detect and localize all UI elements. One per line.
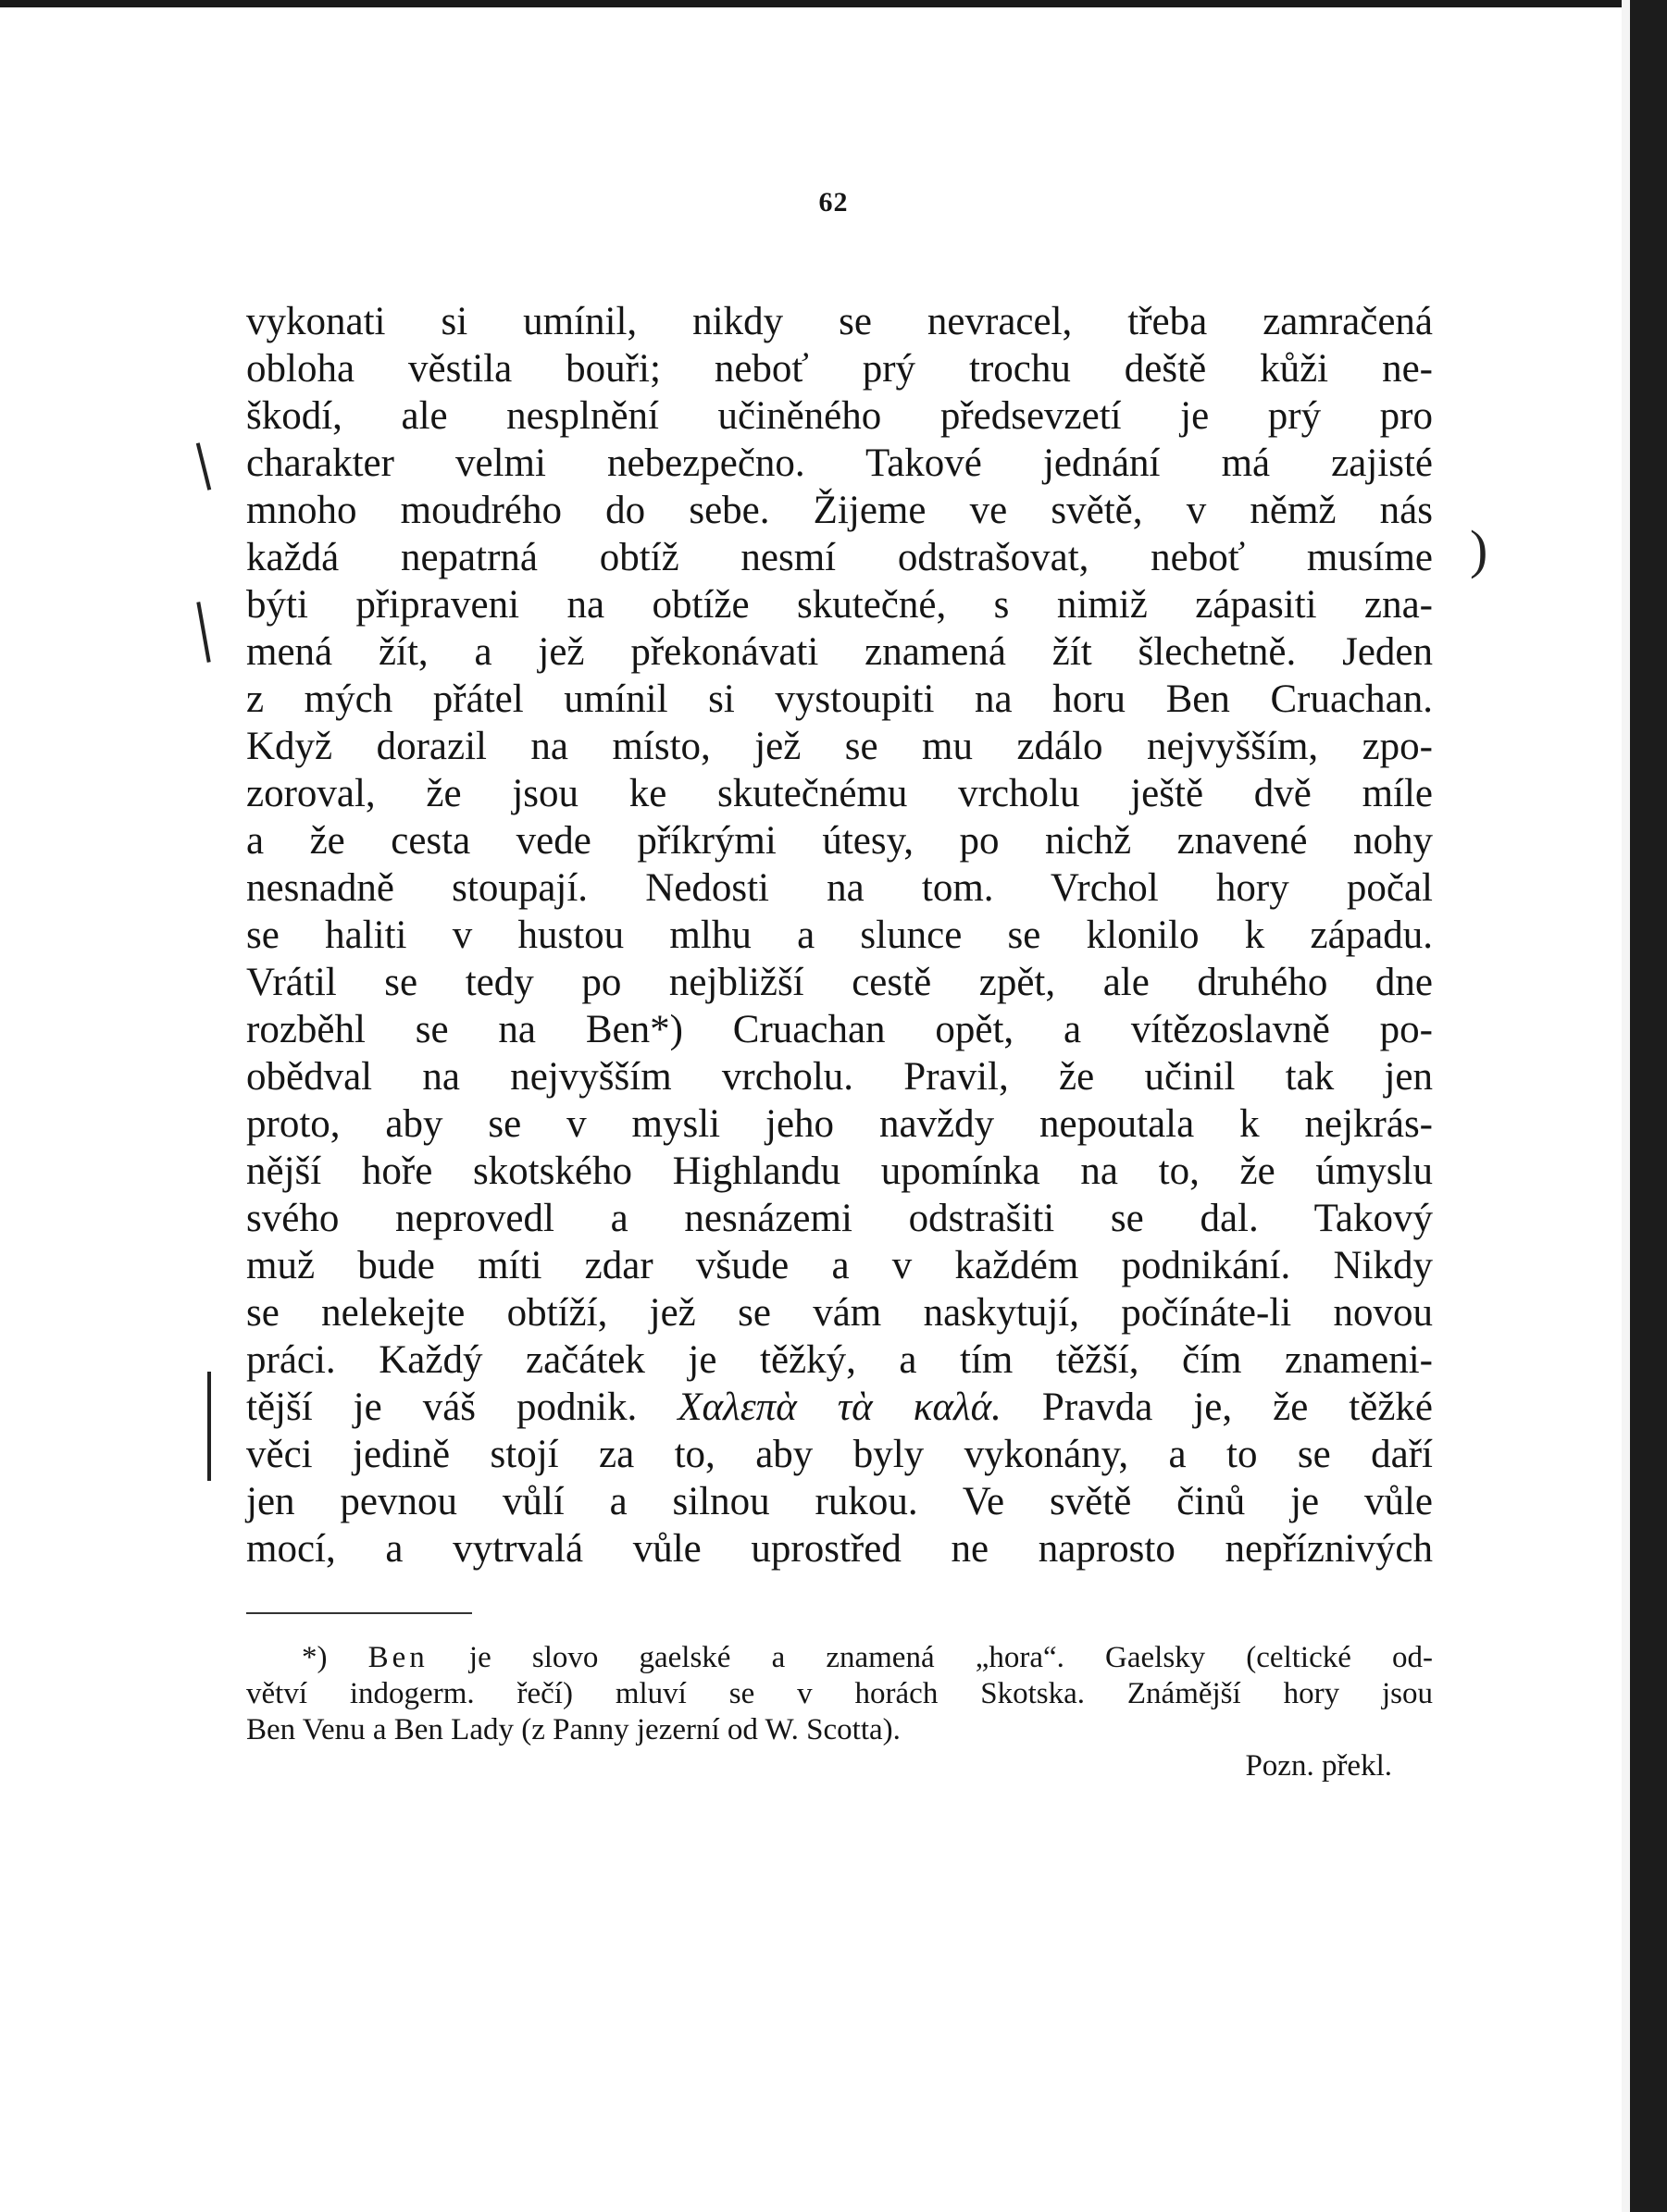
text-line: proto, aby se v mysli jeho navždy nepoutala k nejkrás-	[246, 1102, 1433, 1146]
text-line: se nelekejte obtíží, jež se vám naskytují, počínáte-li novou	[246, 1291, 1433, 1335]
text-line: se haliti v hustou mlhu a slunce se klonilo k západu.	[246, 913, 1433, 957]
text-line: každá nepatrná obtíž nesmí odstrašovat, neboť musíme	[246, 536, 1433, 579]
page-number: 62	[818, 187, 849, 217]
text-line: obloha věstila bouři; neboť prý trochu deště kůži ne-	[246, 347, 1433, 391]
text-line: nější hoře skotského Highlandu upomínka na to, že úmyslu	[246, 1149, 1433, 1193]
footnote	[246, 1640, 1433, 1784]
footnote-text: je slovo gaelské a znamená „hora“. Gaelsky (celtické od-	[468, 1641, 1433, 1674]
text-line: vykonati si umínil, nikdy se nevracel, třeba zamračená	[246, 300, 1433, 343]
text-line: muž bude míti zdar všude a v každém podnikání. Nikdy	[246, 1244, 1433, 1287]
body-text	[246, 298, 1433, 1572]
margin-mark-left-1	[196, 442, 211, 490]
translator-note-signature: Pozn. překl.	[1245, 1749, 1392, 1783]
footnote-line: Ben Venu a Ben Lady (z Panny jezerní od W. Scotta).	[246, 1713, 901, 1746]
text-line: škodí, ale nesplnění učiněného předsevzetí je prý pro	[246, 394, 1433, 438]
footnote-term: Ben	[367, 1641, 429, 1674]
footnote-line: větví indogerm. řečí) mluví se v horách Skotska. Známější hory jsou	[246, 1677, 1433, 1710]
text-line: zoroval, že jsou ke skutečnému vrcholu ještě dvě míle	[246, 772, 1433, 815]
text-line: nesnadně stoupají. Nedosti na tom. Vrchol hory počal	[246, 866, 1433, 910]
margin-mark-left-3	[207, 1372, 211, 1481]
margin-paren-right: )	[1470, 519, 1488, 579]
footnote-divider	[246, 1612, 472, 1614]
greek-quote: Χαλεπὰ τὰ καλά.	[678, 1386, 1001, 1429]
text-line: věci jedině stojí za to, aby byly vykonány, a to se daří	[246, 1433, 1433, 1476]
text-segment: tější je váš podnik.	[246, 1386, 678, 1429]
text-line: svého neprovedl a nesnázemi odstrašiti se dal. Takový	[246, 1197, 1433, 1240]
footnote-marker: *)	[302, 1641, 328, 1674]
text-line: mnoho moudrého do sebe. Žijeme ve světě, v němž nás	[246, 489, 1433, 532]
text-line: charakter velmi nebezpečno. Takové jednání má zajisté	[246, 441, 1433, 485]
margin-mark-left-2	[196, 602, 210, 663]
text-line: z mých přátel umínil si vystoupiti na horu Ben Cruachan.	[246, 677, 1433, 721]
text-line: mená žít, a jež překonávati znamená žít šlechetně. Jeden	[246, 630, 1433, 674]
scan-border-right	[1630, 0, 1667, 2212]
text-line: Vrátil se tedy po nejbližší cestě zpět, ale druhého dne	[246, 961, 1433, 1004]
text-line: Když dorazil na místo, jež se mu zdálo nejvyšším, zpo-	[246, 725, 1433, 768]
text-line: jen pevnou vůlí a silnou rukou. Ve světě činů je vůle	[246, 1480, 1433, 1523]
scan-border-top	[0, 0, 1667, 7]
text-line: rozběhl se na Ben*) Cruachan opět, a vítězoslavně po-	[246, 1008, 1433, 1051]
scan-border-right-gap	[1622, 0, 1630, 2212]
text-segment: Pravda je, že těžké	[1001, 1386, 1433, 1429]
text-line: býti připraveni na obtíže skutečné, s nimiž zápasiti zna-	[246, 583, 1433, 627]
text-line: práci. Každý začátek je těžký, a tím těžší, čím znameni-	[246, 1338, 1433, 1382]
footnote-line	[246, 1640, 1433, 1676]
text-line: mocí, a vytrvalá vůle uprostřed ne naprosto nepříznivých	[246, 1527, 1433, 1571]
text-line: a že cesta vede příkrými útesy, po nichž znavené nohy	[246, 819, 1433, 863]
text-line: obědval na nejvyšším vrcholu. Pravil, že učinil tak jen	[246, 1055, 1433, 1099]
text-line-with-greek	[246, 1384, 1433, 1431]
